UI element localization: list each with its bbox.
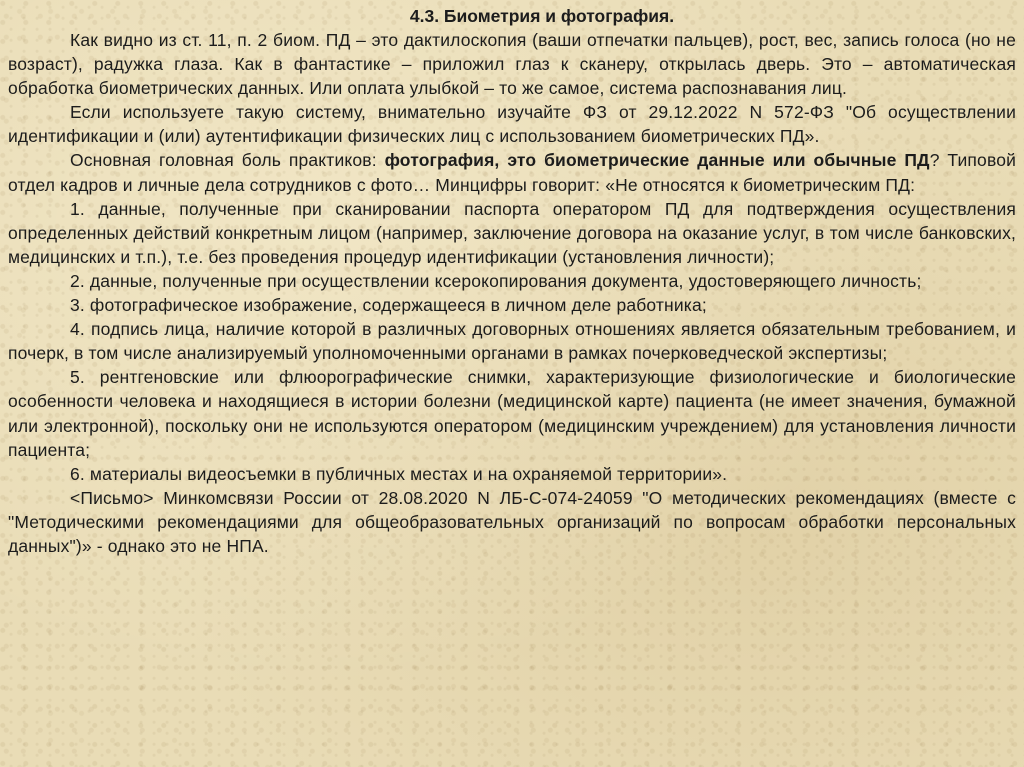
- list-item-2: 2. данные, полученные при осуществлении ксерокопирования документа, удостоверяющего личность;: [70, 270, 922, 291]
- question-paragraph: [8, 148, 1016, 196]
- closing-paragraph: <Письмо> Минкомсвязи России от 28.08.2020 N ЛБ-С-074-24059 "О методических рекомендациях (вместе с "Методическими рекомендациями для общеобразовательных организаций по вопросам обработки персональных данных")» - однако это не НПА.: [8, 487, 1016, 556]
- list-item-5: 5. рентгеновские или флюорографические снимки, характеризующие физиологические и биологические особенности человека и находящиеся в истории болезни (медицинской карте) пациента (не имеет значения, бумажной или электронной), поскольку они не используются оператором (медицинским учреждением) для установления личности пациента;: [8, 367, 1016, 460]
- section-title: 4.3. Биометрия и фотография.: [409, 6, 675, 26]
- law-note-paragraph: Если используете такую систему, внимательно изучайте ФЗ от 29.12.2022 N 572-ФЗ "Об осуществлении идентификации и (или) аутентификации физических лиц с использованием биометрических ПД».: [8, 102, 1016, 147]
- intro-paragraph: Как видно из ст. 11, п. 2 биом. ПД – это дактилоскопия (ваши отпечатки пальцев), рост, вес, запись голоса (но не возраст), радужка глаза. Как в фантастике – приложил глаз к сканеру, открылась дверь. Это – автоматическая обработка биометрических данных. Или оплата улыбкой – то же самое, система распознавания лиц.: [8, 30, 1016, 99]
- list-item-3: 3. фотографическое изображение, содержащееся в личном деле работника;: [70, 295, 707, 316]
- list-item-4: 4. подпись лица, наличие которой в различных договорных отношениях является обязательным требованием, и почерк, в том числе анализируемый уполномоченными органами в рамках почерковедческой экспертизы;: [8, 319, 1016, 364]
- question-bold: фотография, это биометрические данные или обычные ПД: [384, 150, 930, 171]
- list-item-1: 1. данные, полученные при сканировании паспорта оператором ПД для подтверждения осуществления определенных действий конкретным лицом (например, заключение договора на оказание услуг, в том числе банковских, медицинских и т.п.), т.е. без проведения процедур идентификации (установления личности);: [8, 198, 1016, 267]
- question-lead: Основная головная боль практиков:: [70, 150, 385, 171]
- question-tail: ? Типовой отдел кадров и личные дела сотрудников с фото… Минцифры говорит: «Не относятся к биометрическим ПД:: [8, 150, 1016, 195]
- list-item-6: 6. материалы видеосъемки в публичных местах и на охраняемой территории».: [70, 463, 728, 484]
